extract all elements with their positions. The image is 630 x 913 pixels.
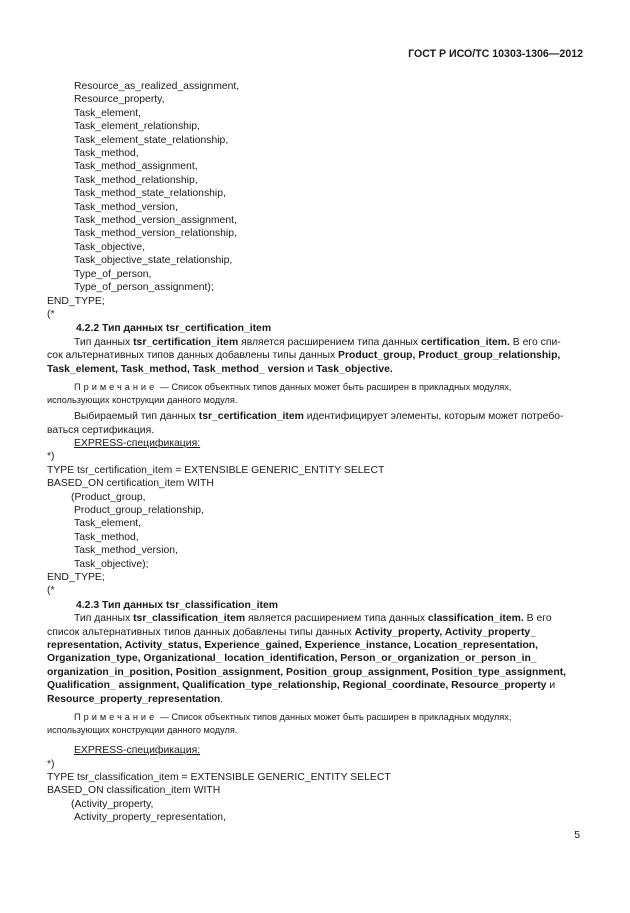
- close-comment: *): [47, 758, 55, 770]
- section-heading-4-2-2: 4.2.2 Тип данных tsr_certification_item: [76, 323, 272, 335]
- express-spec-label: EXPRESS-спецификация:: [74, 745, 201, 757]
- list-item: Task_method_version_assignment,: [74, 215, 237, 227]
- list-item: Task_element,: [74, 107, 141, 119]
- list-item: Task_method_version_relationship,: [74, 228, 237, 240]
- paragraph-certification-definition: Тип данных tsr_certification_item является расширением типа данных certification_item. В его спи- сок альтернативных типов данных добавлены типы данных Product_group, Product_group_relationship, Task_element, Task_method, Task_method_ version и Task_objective.: [47, 336, 561, 375]
- list-item: (Activity_property,: [71, 798, 154, 810]
- open-comment: (*: [47, 308, 55, 320]
- note-label: Примечание: [74, 712, 158, 723]
- page-number: 5: [574, 830, 580, 841]
- type-declaration: TYPE tsr_classification_item = EXTENSIBLE GENERIC_ENTITY SELECT: [47, 772, 391, 784]
- list-item: Type_of_person,: [74, 268, 152, 280]
- list-item: Resource_as_realized_assignment,: [74, 81, 240, 92]
- list-item: Task_method,: [74, 148, 139, 160]
- list-item: Task_method_assignment,: [74, 161, 198, 173]
- list-item: Task_element_relationship,: [74, 121, 200, 133]
- note-classification: Примечание — Список объектных типов данных может быть расширен в прикладных модулях, использующих конструкции данного модуля.: [47, 712, 512, 735]
- paragraph-classification-definition: Тип данных tsr_classification_item является расширением типа данных classification_item. В его список альтернативных типов данных добавлены типы данных Activity_property, Activity_property_ representation, Activity_status, Experience_gained, Experience_instance, Location_representation, Organization_type, Organizational_ location_identification, Person_or_organization_or_person_in_ organization_in_position, Position_assignment, Position_group_assignment, Position_type_assignment, Qualification_ assignment, Qualification_type_relationship, Regional_coordinate, Resource_property и Resource_property_representation.: [47, 613, 567, 705]
- select-list-continuation: [47, 80, 583, 295]
- based-on-line: BASED_ON classification_item WITH: [47, 785, 221, 797]
- list-item: (Product_group,: [71, 491, 146, 503]
- end-type: END_TYPE;: [47, 572, 105, 583]
- list-item: Task_method_version,: [74, 545, 178, 557]
- list-item: Task_objective_state_relationship,: [74, 255, 233, 267]
- express-spec-label: EXPRESS-спецификация:: [74, 437, 201, 449]
- end-type: END_TYPE;: [47, 295, 105, 307]
- document-header: ГОСТ Р ИСО/ТС 10303-1306—2012: [408, 48, 583, 60]
- open-comment: (*: [47, 585, 55, 597]
- list-item: Task_objective);: [74, 558, 149, 570]
- list-item: Type_of_person_assignment);: [74, 282, 214, 294]
- based-on-line: BASED_ON certification_item WITH: [47, 478, 214, 490]
- paragraph-certification-purpose: Выбираемый тип данных tsr_certification_item идентифицирует элементы, которым может потребо- ваться сертификация.: [47, 411, 564, 436]
- list-item: Resource_property,: [74, 94, 165, 106]
- page-body: [47, 80, 583, 825]
- list-item: Task_element_state_relationship,: [74, 134, 229, 146]
- list-item: Task_method,: [74, 531, 139, 543]
- note-certification: Примечание — Список объектных типов данных может быть расширен в прикладных модулях, использующих конструкции данного модуля.: [47, 381, 512, 405]
- section-heading-4-2-3: 4.2.3 Тип данных tsr_classification_item: [76, 599, 279, 611]
- note-label: Примечание: [74, 381, 158, 392]
- list-item: Task_objective,: [74, 241, 146, 253]
- close-comment: *): [47, 451, 55, 463]
- list-item: Activity_property_representation,: [74, 812, 226, 824]
- list-item: Task_method_relationship,: [74, 174, 198, 186]
- list-item: Task_method_version,: [74, 201, 178, 213]
- list-item: Task_element,: [74, 518, 141, 530]
- type-declaration: TYPE tsr_certification_item = EXTENSIBLE GENERIC_ENTITY SELECT: [47, 464, 385, 476]
- list-item: Task_method_state_relationship,: [74, 188, 226, 200]
- list-item: Product_group_relationship,: [74, 504, 204, 516]
